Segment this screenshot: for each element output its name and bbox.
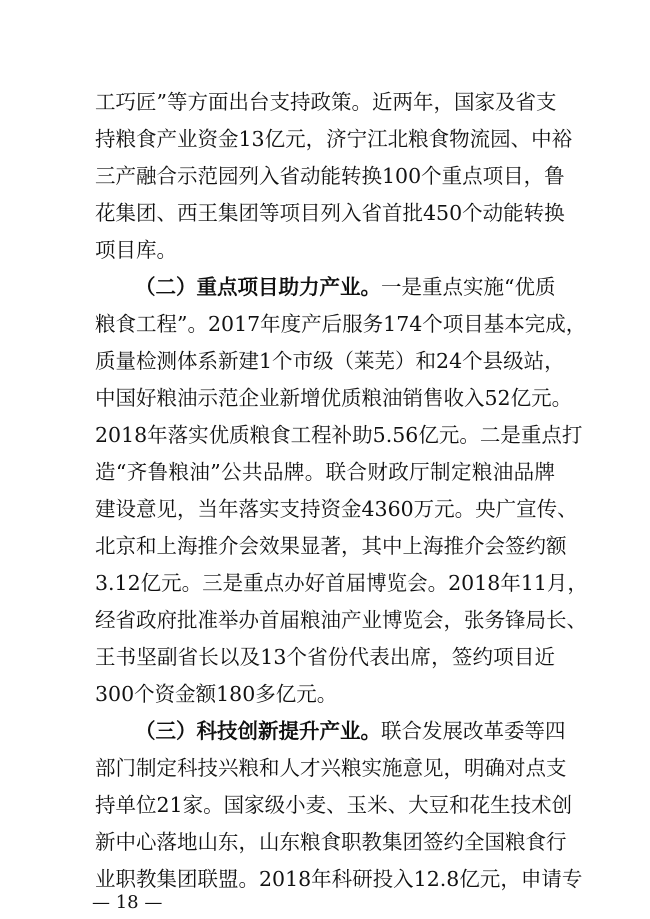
paragraph-line: 北京和上海推介会效果显著，其中上海推介会签约额 [95, 534, 567, 558]
section-three-first-line [135, 714, 566, 748]
paragraph-line: 2018年落实优质粮食工程补助5.56亿元。二是重点打 [95, 423, 583, 447]
paragraph-line: 花集团、西王集团等项目列入省首批450个动能转换 [95, 201, 565, 225]
paragraph-line: 三产融合示范园列入省动能转换100个重点项目，鲁 [95, 164, 565, 188]
paragraph-line: 工巧匠”等方面出台支持政策。近两年，国家及省支 [95, 90, 557, 114]
paragraph-line: 部门制定科技兴粮和人才兴粮实施意见，明确对点支 [95, 756, 567, 780]
paragraph-line: 3.12亿元。三是重点办好首届博览会。2018年11月， [95, 571, 588, 595]
paragraph-line: 项目库。 [95, 238, 177, 262]
paragraph-line: 业职教集团联盟。2018年科研投入12.8亿元，申请专 [95, 867, 583, 891]
page-number: — 18 — [92, 892, 163, 913]
paragraph-line: 质量检测体系新建1个市级（莱芜）和24个县级站， [95, 349, 565, 373]
section-two-heading: （二）重点项目助力产业。 [135, 275, 381, 299]
paragraph-line: 中国好粮油示范企业新增优质粮油销售收入52亿元。 [95, 386, 573, 410]
section-two-lead-text: 一是重点实施“优质 [381, 275, 556, 299]
section-three-heading: （三）科技创新提升产业。 [135, 719, 381, 743]
paragraph-line: 持粮食产业资金13亿元，济宁江北粮食物流园、中裕 [95, 127, 573, 151]
paragraph-line: 持单位21家。国家级小麦、玉米、大豆和花生技术创 [95, 793, 573, 817]
paragraph-line: 粮食工程”。2017年度产后服务174个项目基本完成， [95, 312, 587, 336]
paragraph-line: 300个资金额180多亿元。 [95, 682, 338, 706]
paragraph-line: 造“齐鲁粮油”公共品牌。联合财政厅制定粮油品牌 [95, 460, 555, 484]
section-three-lead-text: 联合发展改革委等四 [381, 719, 566, 743]
section-two-first-line [135, 270, 555, 304]
paragraph-line: 新中心落地山东，山东粮食职教集团签约全国粮食行 [95, 830, 567, 854]
paragraph-line: 经省政府批准举办首届粮油产业博览会，张务锋局长、 [95, 608, 587, 632]
paragraph-line: 王书坚副省长以及13个省份代表出席，签约项目近 [95, 645, 555, 669]
paragraph-line: 建设意见，当年落实支持资金4360万元。央广宣传、 [95, 497, 578, 521]
